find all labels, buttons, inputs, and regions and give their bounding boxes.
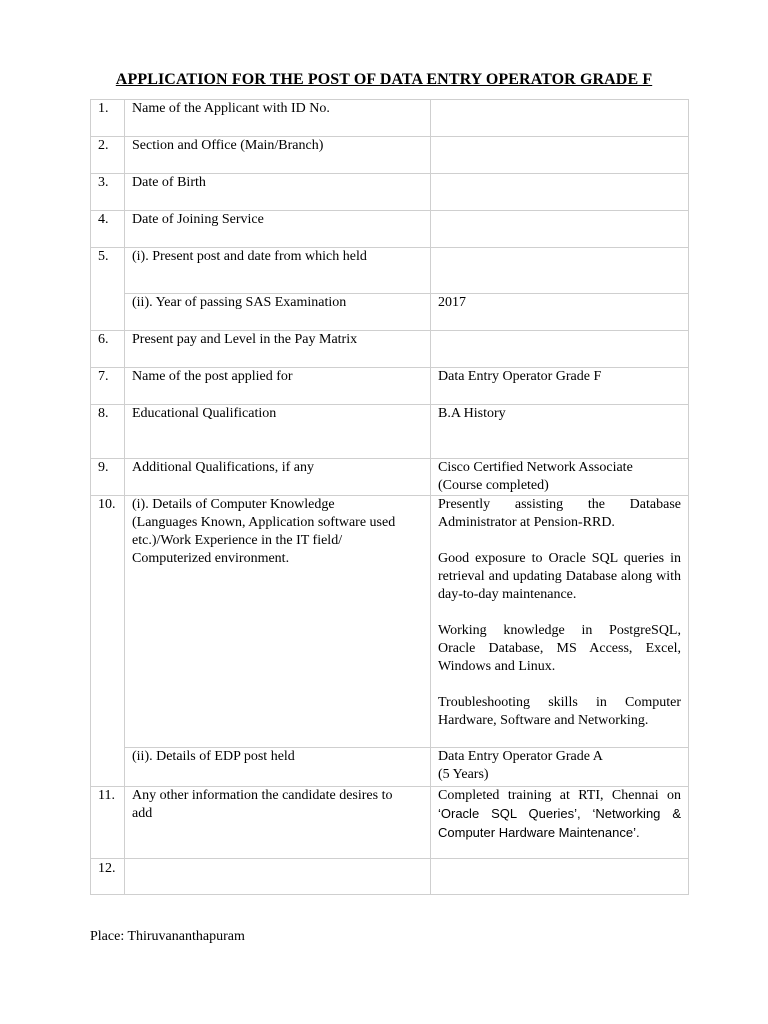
field-label: Educational Qualification (125, 405, 431, 459)
field-value (431, 211, 689, 248)
table-row (91, 174, 689, 211)
row-number: 9. (91, 459, 125, 496)
table-row (91, 248, 689, 294)
label-line: (Languages Known, Application software used (132, 515, 396, 530)
field-label: Date of Birth (125, 174, 431, 211)
row-number: 1. (91, 100, 125, 137)
value-line: (Course completed) (438, 478, 549, 493)
field-value (431, 748, 689, 787)
row-number: 5. (91, 248, 125, 294)
table-row (91, 331, 689, 368)
field-value: 2017 (431, 294, 689, 331)
label-line: Any other information the candidate desires to (132, 788, 393, 803)
row-number: 7. (91, 368, 125, 405)
field-value (431, 174, 689, 211)
field-value: B.A History (431, 405, 689, 459)
row-number: 10. (91, 496, 125, 748)
value-line: ‘Oracle SQL Queries’, ‘Networking & (438, 806, 681, 821)
label-line: Computerized environment. (132, 551, 290, 566)
place-line: Place: Thiruvananthapuram (90, 929, 245, 944)
field-value: Data Entry Operator Grade F (431, 368, 689, 405)
table-row (91, 787, 689, 859)
field-value (431, 496, 689, 748)
application-form-table (90, 99, 689, 895)
form-title: APPLICATION FOR THE POST OF DATA ENTRY OPERATOR GRADE F (115, 71, 653, 88)
value-line: (5 Years) (438, 767, 489, 782)
row-number: 12. (91, 859, 125, 895)
value-line: Completed training at RTI, Chennai on (438, 788, 681, 803)
table-row (91, 459, 689, 496)
field-label: (ii). Details of EDP post held (125, 748, 431, 787)
field-label: Section and Office (Main/Branch) (125, 137, 431, 174)
field-label: Name of the Applicant with ID No. (125, 100, 431, 137)
row-number: 4. (91, 211, 125, 248)
field-label: Date of Joining Service (125, 211, 431, 248)
value-paragraph: Good exposure to Oracle SQL queries in retrieval and updating Database along with day-to-day maintenance. (438, 551, 681, 602)
field-value (431, 100, 689, 137)
field-value (431, 787, 689, 859)
table-row (91, 211, 689, 248)
table-row (91, 496, 689, 748)
row-number: 3. (91, 174, 125, 211)
label-line: add (132, 806, 153, 821)
row-number: 6. (91, 331, 125, 368)
field-label: (ii). Year of passing SAS Examination (125, 294, 431, 331)
field-value (431, 859, 689, 895)
field-label: Additional Qualifications, if any (125, 459, 431, 496)
value-paragraph: Presently assisting the Database Administrator at Pension-RRD. (438, 497, 681, 530)
value-paragraph: Troubleshooting skills in Computer Hardware, Software and Networking. (438, 695, 681, 728)
field-value (431, 459, 689, 496)
field-value (431, 331, 689, 368)
table-row (91, 748, 689, 787)
row-number (91, 294, 125, 331)
value-line: Data Entry Operator Grade A (438, 749, 603, 764)
field-value (431, 137, 689, 174)
table-row (91, 137, 689, 174)
table-row (91, 368, 689, 405)
field-label (125, 496, 431, 748)
row-number: 8. (91, 405, 125, 459)
value-line: Cisco Certified Network Associate (438, 460, 633, 475)
field-label (125, 787, 431, 859)
field-label: Name of the post applied for (125, 368, 431, 405)
value-line: Computer Hardware Maintenance’. (438, 825, 640, 840)
table-row (91, 294, 689, 331)
field-label (125, 859, 431, 895)
row-number: 2. (91, 137, 125, 174)
label-line: etc.)/Work Experience in the IT field/ (132, 533, 343, 548)
field-label: (i). Present post and date from which held (125, 248, 431, 294)
table-row (91, 100, 689, 137)
table-row (91, 405, 689, 459)
value-paragraph: Working knowledge in PostgreSQL, Oracle Database, MS Access, Excel, Windows and Linux. (438, 623, 681, 674)
table-row (91, 859, 689, 895)
field-value (431, 248, 689, 294)
field-label: Present pay and Level in the Pay Matrix (125, 331, 431, 368)
label-line: (i). Details of Computer Knowledge (132, 497, 335, 512)
row-number: 11. (91, 787, 125, 859)
row-number (91, 748, 125, 787)
